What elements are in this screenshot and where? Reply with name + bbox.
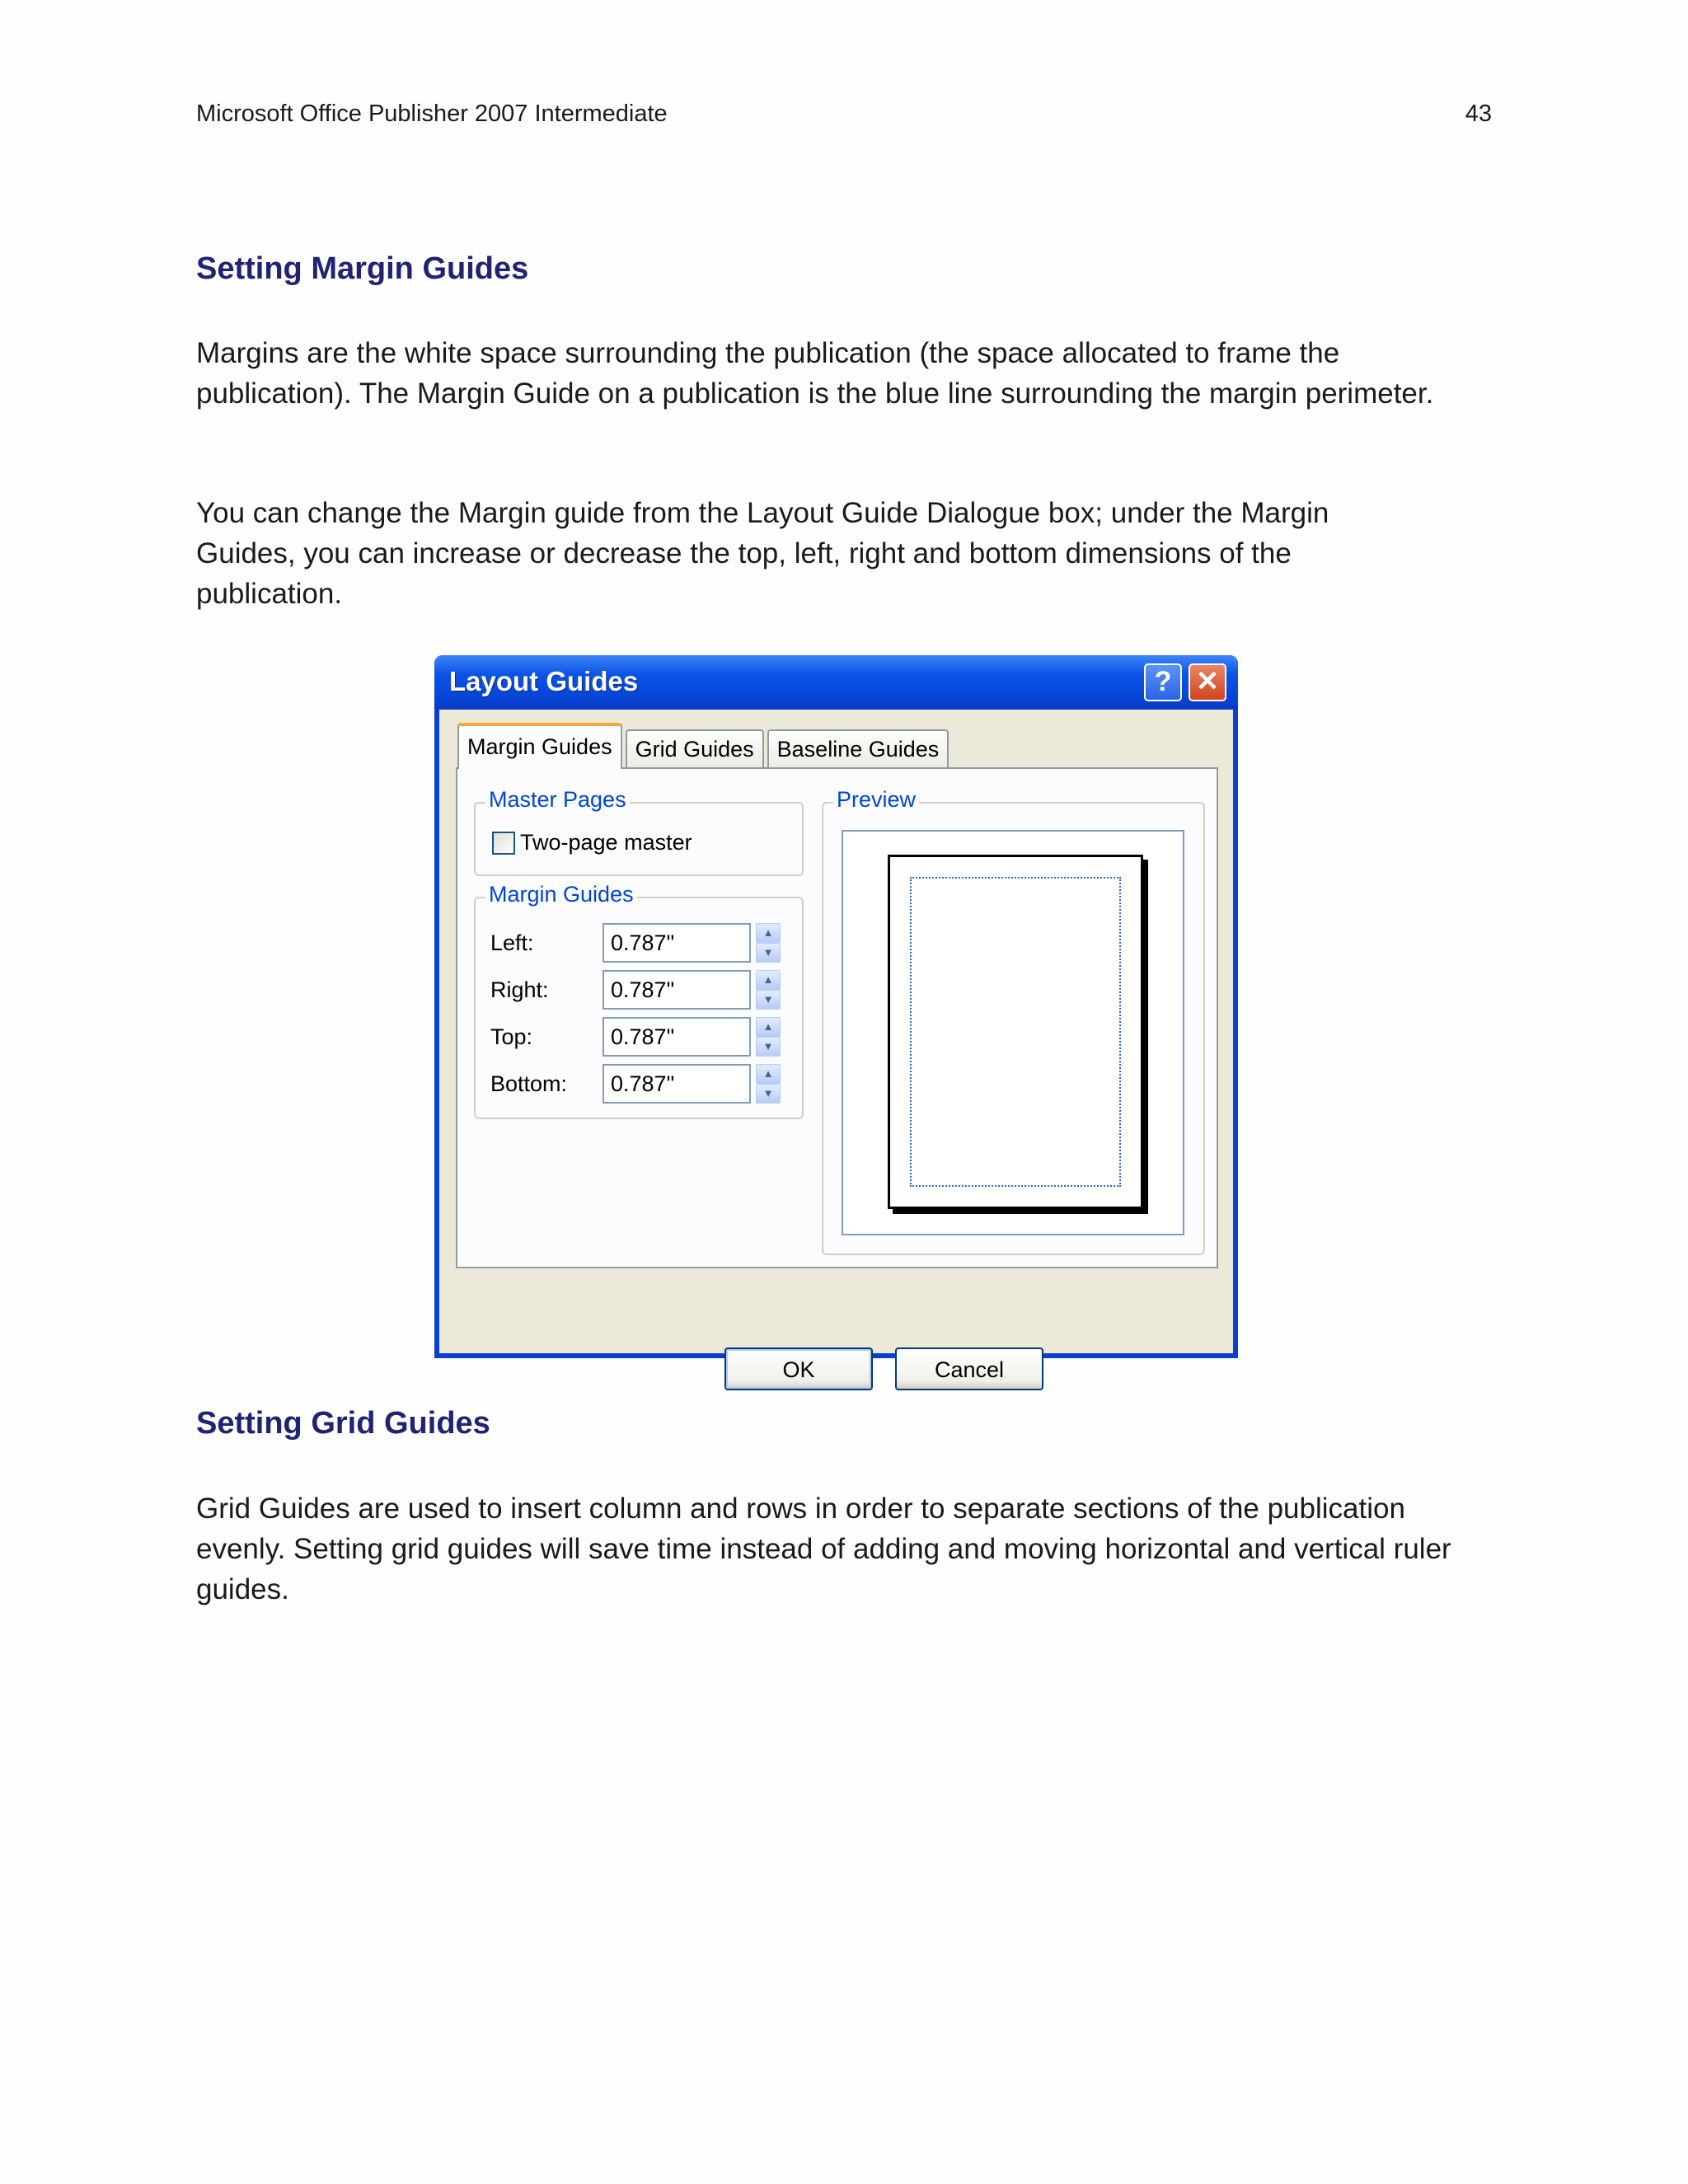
tab-grid-guides[interactable]: Grid Guides [626, 729, 764, 767]
spin-down-icon[interactable]: ▼ [756, 990, 781, 1010]
paragraph-grid-guides: Grid Guides are used to insert column and rows in order to separate sections of the publication evenly. Setting grid guides will save time instead of adding and moving horizontal and vertical ruler guides. [196, 1493, 1451, 1605]
right-margin-spinner [756, 970, 781, 1010]
top-margin-label: Top: [490, 1024, 533, 1049]
two-page-master-row [492, 830, 692, 855]
two-page-master-label[interactable]: Two-page master [520, 830, 692, 855]
layout-guides-dialog [434, 655, 1238, 1382]
right-margin-row [490, 970, 781, 1010]
spin-up-icon[interactable]: ▲ [756, 1017, 781, 1037]
section-heading-grid-guides: Setting Grid Guides [196, 1406, 490, 1441]
right-margin-input[interactable]: 0.787" [603, 970, 751, 1010]
margin-guides-label: Margin Guides [485, 882, 637, 907]
ok-button[interactable]: OK [724, 1347, 873, 1390]
master-pages-label: Master Pages [485, 787, 630, 813]
close-button[interactable] [1189, 663, 1226, 701]
margin-guides-panel [456, 767, 1218, 1268]
paragraph-change-margins: You can change the Margin guide from the Layout Guide Dialogue box; under the Margin Guides, you can increase or decrease the top, left, right and bottom dimensions of the publication. [196, 497, 1329, 610]
cancel-button[interactable]: Cancel [895, 1347, 1043, 1390]
bottom-margin-input[interactable]: 0.787" [603, 1064, 751, 1104]
spin-down-icon[interactable]: ▼ [756, 943, 781, 963]
tab-strip [457, 726, 952, 767]
help-button[interactable] [1144, 663, 1182, 701]
preview-group [822, 787, 1205, 1255]
two-page-master-checkbox[interactable] [492, 832, 515, 855]
top-margin-spinner [756, 1017, 781, 1057]
tab-baseline-guides[interactable]: Baseline Guides [767, 729, 950, 767]
spin-down-icon[interactable]: ▼ [756, 1037, 781, 1057]
bottom-margin-label: Bottom: [490, 1071, 568, 1096]
margin-guides-group [474, 882, 804, 1119]
spin-up-icon[interactable]: ▲ [756, 923, 781, 943]
tab-margin-guides[interactable]: Margin Guides [457, 723, 622, 769]
right-margin-label: Right: [490, 977, 549, 1002]
bottom-margin-row [490, 1064, 781, 1104]
preview-frame [842, 830, 1184, 1235]
spin-down-icon[interactable]: ▼ [756, 1084, 781, 1104]
spin-up-icon[interactable]: ▲ [756, 970, 781, 990]
close-icon: ✕ [1195, 666, 1220, 697]
dialog-titlebar [434, 655, 1238, 710]
preview-margin-guide [910, 877, 1121, 1187]
help-icon: ? [1154, 666, 1172, 697]
master-pages-group [474, 787, 804, 876]
dialog-body [439, 710, 1233, 1382]
section-heading-margin-guides: Setting Margin Guides [196, 251, 529, 286]
left-margin-row [490, 923, 781, 963]
preview-label: Preview [833, 787, 919, 813]
left-margin-spinner [756, 923, 781, 963]
running-header [196, 101, 1492, 128]
page-number: 43 [1465, 101, 1492, 127]
top-margin-row [490, 1017, 781, 1057]
left-margin-label: Left: [490, 930, 534, 955]
bottom-margin-spinner [756, 1064, 781, 1104]
document-title: Microsoft Office Publisher 2007 Intermediate [196, 101, 668, 127]
dialog-title: Layout Guides [449, 666, 639, 696]
left-margin-input[interactable]: 0.787" [603, 923, 751, 963]
spin-up-icon[interactable]: ▲ [756, 1064, 781, 1084]
paragraph-margins-intro: Margins are the white space surrounding the publication (the space allocated to frame the publication). The Margin Guide on a publication is the blue line surrounding the margin perimeter. [196, 337, 1434, 410]
top-margin-input[interactable]: 0.787" [603, 1017, 751, 1057]
preview-page [888, 855, 1143, 1209]
